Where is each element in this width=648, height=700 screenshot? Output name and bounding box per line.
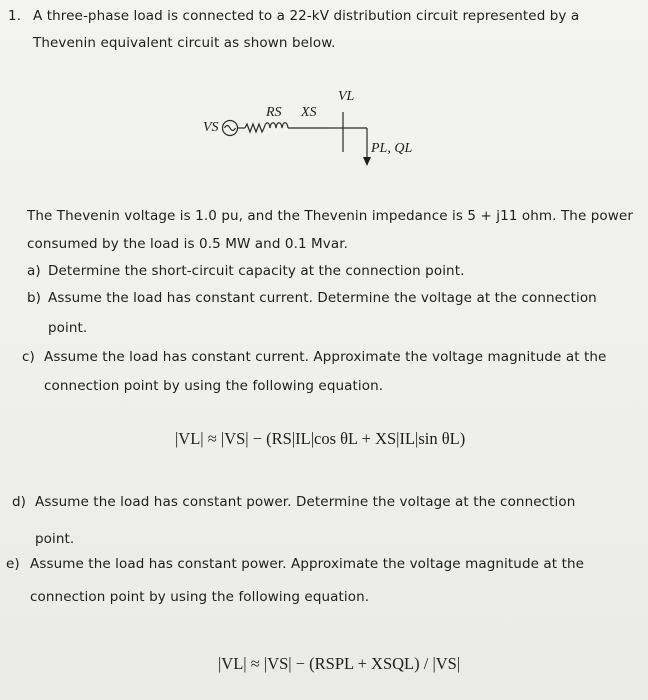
rs-label: RS (266, 105, 282, 120)
question-b-marker: b) (27, 290, 42, 306)
question-a-marker: a) (27, 263, 41, 279)
question-a-text: Determine the short-circuit capacity at the connection point. (48, 263, 465, 279)
question-e-line1: Assume the load has constant power. Approximate the voltage magnitude at the (30, 556, 585, 572)
question-c-marker: c) (22, 349, 35, 365)
question-c-line2: connection point by using the following equation. (44, 378, 384, 394)
equation-2: |VL| ≈ |VS| − (RSPL + XSQL) / |VS| (218, 654, 461, 673)
vs-label: VS (203, 120, 219, 135)
problem-intro-line1: A three-phase load is connected to a 22-kV distribution circuit represented by a (33, 8, 580, 24)
equation-1: |VL| ≈ |VS| − (RS|IL|cos θL + XS|IL|sin θL) (175, 429, 466, 448)
resistor-rs (245, 124, 264, 132)
given-line1: The Thevenin voltage is 1.0 pu, and the Thevenin impedance is 5 + j11 ohm. The power (27, 208, 633, 224)
ac-wave-icon (225, 126, 236, 131)
question-e-marker: e) (6, 556, 20, 572)
question-b-line1: Assume the load has constant current. Determine the voltage at the connection (48, 290, 597, 306)
xs-label: XS (301, 105, 317, 120)
question-e-line2: connection point by using the following equation. (30, 589, 370, 605)
question-d-line2: point. (35, 531, 75, 547)
load-arrow-icon (363, 157, 371, 166)
vl-label: VL (338, 89, 355, 104)
question-c-line1: Assume the load has constant current. Approximate the voltage magnitude at the (44, 349, 607, 365)
question-d-line1: Assume the load has constant power. Determine the voltage at the connection (35, 494, 576, 510)
reactance-xs (264, 123, 288, 128)
problem-number: 1. (8, 8, 22, 24)
problem-intro-line2: Thevenin equivalent circuit as shown below. (33, 35, 336, 51)
question-d-marker: d) (12, 494, 27, 510)
load-label: PL, QL (371, 141, 413, 156)
question-b-line2: point. (48, 320, 88, 336)
given-line2: consumed by the load is 0.5 MW and 0.1 Mvar. (27, 236, 349, 252)
